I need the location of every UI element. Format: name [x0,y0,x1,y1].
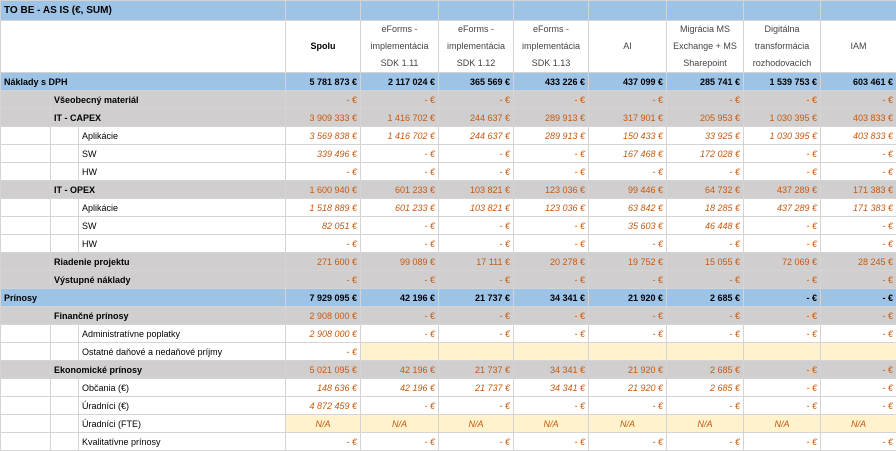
table-row [1,181,896,199]
value-cell[interactable]: - € [667,397,744,415]
table-row [1,73,896,91]
value-cell[interactable]: 21 920 € [589,289,667,307]
value-cell[interactable]: 21 920 € [589,379,667,397]
value-cell[interactable]: - € [286,235,361,253]
value-cell[interactable]: 403 833 € [821,127,896,145]
value-cell[interactable]: 601 233 € [361,181,439,199]
value-cell[interactable]: 289 913 € [514,109,589,127]
value-cell[interactable]: N/A [439,415,514,433]
title-row [1,1,896,21]
value-cell[interactable]: 437 289 € [744,181,821,199]
value-cell[interactable]: 21 737 € [439,289,514,307]
value-cell[interactable]: - € [744,361,821,379]
value-cell[interactable]: - € [439,397,514,415]
column-header[interactable]: Digitálna transformácia rozhodovacích [744,21,821,73]
value-cell[interactable]: - € [744,289,821,307]
value-cell[interactable]: - € [821,361,896,379]
value-cell[interactable]: 7 929 095 € [286,289,361,307]
value-cell[interactable]: - € [744,91,821,109]
value-cell[interactable]: - € [744,379,821,397]
value-cell[interactable]: - € [361,217,439,235]
value-cell[interactable]: - € [589,163,667,181]
table-row [1,343,896,361]
value-cell[interactable]: - € [821,271,896,289]
value-cell[interactable]: - € [361,235,439,253]
row-label[interactable]: IT - CAPEX [51,109,286,127]
value-cell[interactable]: - € [514,91,589,109]
value-cell[interactable]: - € [286,343,361,361]
row-label[interactable]: Výstupné náklady [51,271,286,289]
value-cell[interactable]: - € [744,163,821,181]
value-cell[interactable]: 18 285 € [667,199,744,217]
value-cell[interactable]: 21 920 € [589,361,667,379]
table-row [1,379,896,397]
value-cell[interactable]: 35 603 € [589,217,667,235]
value-cell[interactable]: - € [744,433,821,451]
value-cell[interactable]: 1 539 753 € [744,73,821,91]
value-cell[interactable]: - € [439,433,514,451]
value-cell[interactable]: 3 909 333 € [286,109,361,127]
value-cell[interactable]: - € [361,163,439,181]
value-cell[interactable]: - € [286,271,361,289]
row-label[interactable]: Všeobecný materiál [51,91,286,109]
value-cell[interactable]: 2 685 € [667,379,744,397]
value-cell[interactable]: N/A [514,415,589,433]
value-cell[interactable]: - € [744,271,821,289]
value-cell[interactable]: 1 030 395 € [744,127,821,145]
value-cell[interactable]: - € [361,433,439,451]
row-label[interactable]: Kvalitatívne prínosy [79,433,286,451]
value-cell[interactable]: - € [821,379,896,397]
value-cell[interactable]: 317 901 € [589,109,667,127]
value-cell[interactable]: 33 925 € [667,127,744,145]
value-cell[interactable]: - € [744,397,821,415]
table-row [1,91,896,109]
value-cell[interactable] [744,343,821,361]
value-cell[interactable]: 17 111 € [439,253,514,271]
row-label[interactable]: SW [79,145,286,163]
column-header[interactable]: Spolu [286,21,361,73]
value-cell[interactable]: - € [589,325,667,343]
value-cell[interactable]: - € [744,307,821,325]
table-row [1,235,896,253]
value-cell[interactable]: - € [439,307,514,325]
row-label[interactable]: Prínosy [1,289,286,307]
table-row [1,145,896,163]
value-cell[interactable]: - € [286,433,361,451]
row-label[interactable]: Aplikácie [79,199,286,217]
value-cell[interactable]: - € [821,91,896,109]
value-cell[interactable]: 2 117 024 € [361,73,439,91]
value-cell[interactable]: 99 446 € [589,181,667,199]
value-cell[interactable]: - € [361,325,439,343]
value-cell[interactable]: - € [439,145,514,163]
value-cell[interactable]: 433 226 € [514,73,589,91]
value-cell[interactable]: N/A [744,415,821,433]
value-cell[interactable]: - € [667,235,744,253]
value-cell[interactable]: - € [589,271,667,289]
value-cell[interactable]: 34 341 € [514,379,589,397]
value-cell[interactable]: - € [439,235,514,253]
value-cell[interactable]: 437 289 € [744,199,821,217]
value-cell[interactable]: - € [514,397,589,415]
value-cell[interactable]: 244 637 € [439,109,514,127]
value-cell[interactable]: 3 569 838 € [286,127,361,145]
header-row [1,21,896,73]
row-label[interactable]: Úradníci (€) [79,397,286,415]
table-row [1,307,896,325]
value-cell[interactable]: - € [589,235,667,253]
column-header[interactable]: AI [589,21,667,73]
value-cell[interactable]: - € [589,307,667,325]
table-row [1,271,896,289]
value-cell[interactable]: - € [821,433,896,451]
row-label[interactable]: Finančné prínosy [51,307,286,325]
value-cell[interactable] [667,343,744,361]
value-cell[interactable]: - € [361,271,439,289]
table-row [1,217,896,235]
value-cell[interactable] [361,343,439,361]
value-cell[interactable]: 365 569 € [439,73,514,91]
value-cell[interactable]: 34 341 € [514,361,589,379]
value-cell[interactable]: - € [286,91,361,109]
row-label[interactable]: Ekonomické prínosy [51,361,286,379]
table-row [1,415,896,433]
column-header[interactable]: eForms - implementácia SDK 1.12 [439,21,514,73]
value-cell[interactable]: - € [514,163,589,181]
table-row [1,289,896,307]
table-row [1,199,896,217]
value-cell[interactable]: 171 383 € [821,181,896,199]
value-cell[interactable]: - € [821,325,896,343]
row-label[interactable]: HW [79,235,286,253]
table-row [1,361,896,379]
value-cell[interactable] [589,343,667,361]
value-cell[interactable]: 1 416 702 € [361,127,439,145]
value-cell[interactable]: 2 908 000 € [286,307,361,325]
value-cell[interactable]: - € [439,163,514,181]
value-cell[interactable]: - € [821,397,896,415]
value-cell[interactable]: N/A [361,415,439,433]
table-row [1,127,896,145]
value-cell[interactable]: 1 416 702 € [361,109,439,127]
table-row [1,397,896,415]
value-cell[interactable]: - € [514,271,589,289]
row-label[interactable]: Náklady s DPH [1,73,286,91]
value-cell[interactable]: N/A [821,415,896,433]
value-cell[interactable]: - € [821,217,896,235]
value-cell[interactable]: - € [744,145,821,163]
value-cell[interactable]: 2 908 000 € [286,325,361,343]
value-cell[interactable]: 5 021 095 € [286,361,361,379]
value-cell[interactable]: - € [514,145,589,163]
value-cell[interactable] [439,343,514,361]
value-cell[interactable]: - € [821,235,896,253]
value-cell[interactable]: 285 741 € [667,73,744,91]
value-cell[interactable]: - € [589,397,667,415]
value-cell[interactable]: N/A [667,415,744,433]
value-cell[interactable]: - € [514,235,589,253]
value-cell[interactable]: - € [514,325,589,343]
value-cell[interactable]: 42 196 € [361,289,439,307]
value-cell[interactable]: 42 196 € [361,379,439,397]
value-cell[interactable]: 150 433 € [589,127,667,145]
value-cell[interactable]: - € [667,271,744,289]
table-row [1,325,896,343]
value-cell[interactable]: - € [589,91,667,109]
value-cell[interactable]: - € [439,217,514,235]
value-cell[interactable]: - € [589,433,667,451]
value-cell[interactable]: 21 737 € [439,379,514,397]
value-cell[interactable]: - € [744,325,821,343]
value-cell[interactable]: 4 872 459 € [286,397,361,415]
value-cell[interactable]: 2 685 € [667,289,744,307]
column-header[interactable]: Migrácia MS Exchange + MS Sharepoint [667,21,744,73]
value-cell[interactable]: 5 781 873 € [286,73,361,91]
value-cell[interactable]: 42 196 € [361,361,439,379]
column-header[interactable]: IAM [821,21,896,73]
value-cell[interactable]: 103 821 € [439,181,514,199]
value-cell[interactable]: 21 737 € [439,361,514,379]
value-cell[interactable]: 437 099 € [589,73,667,91]
value-cell[interactable]: - € [667,163,744,181]
value-cell[interactable]: - € [667,325,744,343]
value-cell[interactable]: 172 028 € [667,145,744,163]
row-label[interactable]: Občania (€) [79,379,286,397]
value-cell[interactable]: - € [821,145,896,163]
value-cell[interactable]: 1 030 395 € [744,109,821,127]
row-label[interactable]: Riadenie projektu [51,253,286,271]
value-cell[interactable]: 601 233 € [361,199,439,217]
value-cell[interactable]: 34 341 € [514,289,589,307]
value-cell[interactable]: 603 461 € [821,73,896,91]
value-cell[interactable]: 1 518 889 € [286,199,361,217]
value-cell[interactable]: 123 036 € [514,199,589,217]
value-cell[interactable]: N/A [589,415,667,433]
value-cell[interactable]: - € [667,307,744,325]
value-cell[interactable]: - € [744,235,821,253]
value-cell[interactable]: 72 069 € [744,253,821,271]
row-label[interactable]: Ostatné daňové a nedaňové príjmy [79,343,286,361]
value-cell[interactable]: - € [821,163,896,181]
sheet-title[interactable]: TO BE - AS IS (€, SUM) [1,1,286,21]
value-cell[interactable]: - € [744,217,821,235]
value-cell[interactable]: 289 913 € [514,127,589,145]
value-cell[interactable]: 20 278 € [514,253,589,271]
column-header[interactable]: eForms - implementácia SDK 1.11 [361,21,439,73]
value-cell[interactable]: N/A [286,415,361,433]
value-cell[interactable] [821,343,896,361]
value-cell[interactable]: 205 953 € [667,109,744,127]
value-cell[interactable]: - € [286,163,361,181]
row-label[interactable]: Administratívne poplatky [79,325,286,343]
row-label[interactable]: SW [79,217,286,235]
row-label[interactable]: IT - OPEX [51,181,286,199]
value-cell[interactable]: 82 051 € [286,217,361,235]
value-cell[interactable]: 103 821 € [439,199,514,217]
row-label[interactable]: HW [79,163,286,181]
value-cell[interactable]: 99 089 € [361,253,439,271]
table-row [1,253,896,271]
row-label[interactable]: Úradníci (FTE) [79,415,286,433]
value-cell[interactable]: - € [667,433,744,451]
table-row [1,109,896,127]
value-cell[interactable]: - € [514,217,589,235]
value-cell[interactable]: 339 496 € [286,145,361,163]
value-cell[interactable]: - € [821,289,896,307]
value-cell[interactable]: - € [667,91,744,109]
value-cell[interactable]: 1 600 940 € [286,181,361,199]
value-cell[interactable]: 15 055 € [667,253,744,271]
table-row [1,433,896,451]
value-cell[interactable]: 167 468 € [589,145,667,163]
value-cell[interactable]: 148 636 € [286,379,361,397]
value-cell[interactable]: - € [439,271,514,289]
value-cell[interactable] [514,343,589,361]
value-cell[interactable]: 28 245 € [821,253,896,271]
value-cell[interactable]: - € [439,91,514,109]
value-cell[interactable]: 46 448 € [667,217,744,235]
value-cell[interactable]: - € [514,433,589,451]
value-cell[interactable]: 64 732 € [667,181,744,199]
row-label[interactable]: Aplikácie [79,127,286,145]
table-row [1,163,896,181]
value-cell[interactable]: 63 842 € [589,199,667,217]
value-cell[interactable]: - € [439,325,514,343]
value-cell[interactable]: - € [361,307,439,325]
value-cell[interactable]: 271 600 € [286,253,361,271]
value-cell[interactable]: 123 036 € [514,181,589,199]
value-cell[interactable]: - € [514,307,589,325]
value-cell[interactable]: 403 833 € [821,109,896,127]
value-cell[interactable]: - € [361,91,439,109]
value-cell[interactable]: 19 752 € [589,253,667,271]
value-cell[interactable]: - € [361,145,439,163]
column-header[interactable]: eForms - implementácia SDK 1.13 [514,21,589,73]
value-cell[interactable]: 244 637 € [439,127,514,145]
value-cell[interactable]: - € [361,397,439,415]
value-cell[interactable]: 171 383 € [821,199,896,217]
value-cell[interactable]: - € [821,307,896,325]
value-cell[interactable]: 2 685 € [667,361,744,379]
